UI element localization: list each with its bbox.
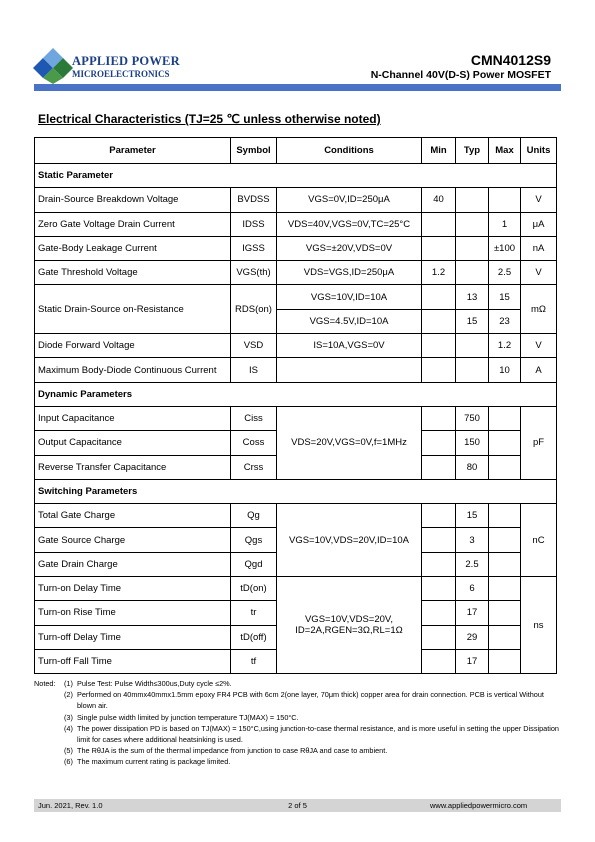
cell-unit: V [521, 188, 557, 212]
cell-unit: V [521, 261, 557, 285]
note-item [34, 678, 564, 689]
section-switching-title: Switching Parameters [35, 479, 557, 503]
notes-section [34, 678, 564, 768]
logo-line1: APPLIED POWER [72, 54, 180, 68]
section-row-switching [35, 479, 557, 503]
cell-param: Gate Threshold Voltage [35, 261, 231, 285]
cell-max: ±100 [489, 236, 521, 260]
header-conditions: Conditions [277, 138, 422, 164]
cell-min [422, 625, 456, 649]
section-row-static [35, 164, 557, 188]
cell-typ: 17 [456, 601, 489, 625]
cell-max [489, 188, 521, 212]
note-number: (1) [64, 679, 73, 688]
cell-param: Turn-off Delay Time [35, 625, 231, 649]
note-text: Pulse Test: Pulse Width≤300us,Duty cycle ≤2%. [77, 679, 232, 688]
notes-lead: Noted: [34, 679, 56, 688]
cell-typ: 2.5 [456, 552, 489, 576]
cell-conditions: VDS=40V,VGS=0V,TC=25°C [277, 212, 422, 236]
cell-typ [456, 188, 489, 212]
cell-min: 40 [422, 188, 456, 212]
cell-min [422, 334, 456, 358]
section-static-title: Static Parameter [35, 164, 557, 188]
footer-website-link[interactable]: www.appliedpowermicro.com [430, 801, 528, 810]
header-min: Min [422, 138, 456, 164]
cell-symbol: IDSS [231, 212, 277, 236]
cell-max: 10 [489, 358, 521, 382]
cell-typ [456, 261, 489, 285]
note-text: The maximum current rating is package limited. [77, 757, 231, 767]
cell-conditions: VGS=10V,VDS=20V,ID=10A [277, 504, 422, 577]
header-typ: Typ [456, 138, 489, 164]
cell-param: Total Gate Charge [35, 504, 231, 528]
cell-min [422, 285, 456, 309]
cell-symbol: Ciss [231, 406, 277, 430]
cell-symbol: IS [231, 358, 277, 382]
header-symbol: Symbol [231, 138, 277, 164]
cell-max [489, 455, 521, 479]
note-item [34, 723, 564, 745]
cell-min [422, 431, 456, 455]
cell-typ: 17 [456, 649, 489, 673]
table-row [35, 358, 557, 382]
cell-typ: 3 [456, 528, 489, 552]
cell-max [489, 577, 521, 601]
cell-typ: 15 [456, 504, 489, 528]
cell-min [422, 358, 456, 382]
note-text: Performed on 40mmx40mmx1.5mm epoxy FR4 PCB with 6cm 2(one layer, 70μm thick) copper area for drain connection. PCB is vertical Without blown air. [77, 690, 544, 711]
cell-min [422, 406, 456, 430]
cell-max [489, 431, 521, 455]
cell-min [422, 649, 456, 673]
cell-symbol: tD(off) [231, 625, 277, 649]
cell-symbol: tr [231, 601, 277, 625]
cell-min [422, 236, 456, 260]
table-row [35, 261, 557, 285]
cell-param: Zero Gate Voltage Drain Current [35, 212, 231, 236]
cell-symbol: tf [231, 649, 277, 673]
section-dynamic-title: Dynamic Parameters [35, 382, 557, 406]
cell-max: 23 [489, 309, 521, 333]
note-number: (5) [64, 746, 73, 756]
cell-unit: pF [521, 406, 557, 479]
header-bar [34, 84, 561, 91]
cell-max [489, 601, 521, 625]
note-item [34, 745, 564, 756]
cell-param: Gate Drain Charge [35, 552, 231, 576]
cell-symbol: RDS(on) [231, 285, 277, 334]
note-text: Single pulse width limited by junction temperature TJ(MAX) = 150°C. [77, 712, 299, 722]
cell-param: Turn-off Fall Time [35, 649, 231, 673]
part-number: CMN4012S9 [470, 52, 551, 68]
cell-max [489, 552, 521, 576]
cell-min [422, 601, 456, 625]
table-row [35, 504, 557, 528]
cell-conditions: VGS=0V,ID=250μA [277, 188, 422, 212]
logo-line2: MICROELECTRONICS [72, 69, 170, 79]
cell-min [422, 552, 456, 576]
note-text: The power dissipation PD is based on TJ(MAX) = 150°C,using junction-to-case thermal resistance, and is more useful in setting the upper Dissipation limit for cases where additional heatsinking is used. [77, 723, 559, 745]
cell-conditions [277, 358, 422, 382]
cell-typ: 15 [456, 309, 489, 333]
cell-max [489, 528, 521, 552]
cell-conditions: VGS=4.5V,ID=10A [277, 309, 422, 333]
cell-min [422, 212, 456, 236]
section-row-dynamic [35, 382, 557, 406]
company-logo [33, 48, 73, 84]
cell-typ: 29 [456, 625, 489, 649]
cell-typ: 6 [456, 577, 489, 601]
cell-param: Output Capacitance [35, 431, 231, 455]
cell-param: Diode Forward Voltage [35, 334, 231, 358]
cell-symbol: VGS(th) [231, 261, 277, 285]
cell-max: 15 [489, 285, 521, 309]
note-item [34, 712, 564, 723]
cell-symbol: VSD [231, 334, 277, 358]
table-header-row [35, 138, 557, 164]
cell-param: Maximum Body-Diode Continuous Current [35, 358, 231, 382]
cell-typ [456, 212, 489, 236]
cell-symbol: tD(on) [231, 577, 277, 601]
cell-param: Turn-on Delay Time [35, 577, 231, 601]
cell-min [422, 528, 456, 552]
cell-symbol: Qgs [231, 528, 277, 552]
header-parameter: Parameter [35, 138, 231, 164]
cell-unit: A [521, 358, 557, 382]
cell-conditions: IS=10A,VGS=0V [277, 334, 422, 358]
note-item [34, 689, 564, 711]
cell-param: Gate Source Charge [35, 528, 231, 552]
note-number: (6) [64, 757, 73, 767]
note-item [34, 756, 564, 767]
cell-typ [456, 236, 489, 260]
cell-max: 2.5 [489, 261, 521, 285]
cell-typ: 80 [456, 455, 489, 479]
cell-symbol: Qg [231, 504, 277, 528]
cell-symbol: IGSS [231, 236, 277, 260]
cell-symbol: Crss [231, 455, 277, 479]
cell-param: Static Drain-Source on-Resistance [35, 285, 231, 334]
note-number: (4) [64, 723, 73, 733]
cell-conditions: VDS=20V,VGS=0V,f=1MHz [277, 406, 422, 479]
cell-max [489, 504, 521, 528]
cell-typ: 13 [456, 285, 489, 309]
cell-typ: 750 [456, 406, 489, 430]
footer-page-number: 2 of 5 [288, 801, 307, 810]
note-number: (2) [64, 690, 73, 700]
cell-min: 1.2 [422, 261, 456, 285]
cell-unit: nA [521, 236, 557, 260]
table-row [35, 577, 557, 601]
cell-symbol: Coss [231, 431, 277, 455]
cell-symbol: Qgd [231, 552, 277, 576]
note-number: (3) [64, 712, 73, 722]
cell-param: Reverse Transfer Capacitance [35, 455, 231, 479]
table-row [35, 334, 557, 358]
cell-unit: nC [521, 504, 557, 577]
cell-min [422, 504, 456, 528]
table-row [35, 188, 557, 212]
electrical-characteristics-table [34, 137, 557, 674]
section-title: Electrical Characteristics (TJ=25 ℃ unless otherwise noted) [38, 112, 381, 126]
cell-max: 1.2 [489, 334, 521, 358]
table-row [35, 406, 557, 430]
cell-conditions: VGS=10V,ID=10A [277, 285, 422, 309]
part-description: N-Channel 40V(D-S) Power MOSFET [370, 69, 551, 81]
header-units: Units [521, 138, 557, 164]
header-max: Max [489, 138, 521, 164]
cell-unit: μA [521, 212, 557, 236]
cell-max [489, 625, 521, 649]
cell-unit: V [521, 334, 557, 358]
cell-unit: mΩ [521, 285, 557, 334]
cell-param: Drain-Source Breakdown Voltage [35, 188, 231, 212]
note-text: The RθJA is the sum of the thermal impedance from junction to case RθJA and case to ambient. [77, 746, 388, 756]
cell-max: 1 [489, 212, 521, 236]
cell-param: Input Capacitance [35, 406, 231, 430]
table-row [35, 236, 557, 260]
cell-conditions: VGS=±20V,VDS=0V [277, 236, 422, 260]
cell-typ [456, 358, 489, 382]
cell-symbol: BVDSS [231, 188, 277, 212]
table-row [35, 212, 557, 236]
cell-param: Turn-on Rise Time [35, 601, 231, 625]
cell-min [422, 309, 456, 333]
cell-min [422, 455, 456, 479]
cell-min [422, 577, 456, 601]
table-row [35, 285, 557, 309]
cell-param: Gate-Body Leakage Current [35, 236, 231, 260]
cell-max [489, 649, 521, 673]
timing-condition-line2: ID=2A,RGEN=3Ω,RL=1Ω [295, 625, 403, 637]
cell-typ [456, 334, 489, 358]
cell-unit: ns [521, 577, 557, 674]
cell-conditions [277, 577, 422, 674]
cell-typ: 150 [456, 431, 489, 455]
cell-conditions: VDS=VGS,ID=250μA [277, 261, 422, 285]
cell-max [489, 406, 521, 430]
footer-date-revision: Jun. 2021, Rev. 1.0 [38, 801, 103, 810]
timing-condition-line1: VGS=10V,VDS=20V, [304, 614, 394, 626]
